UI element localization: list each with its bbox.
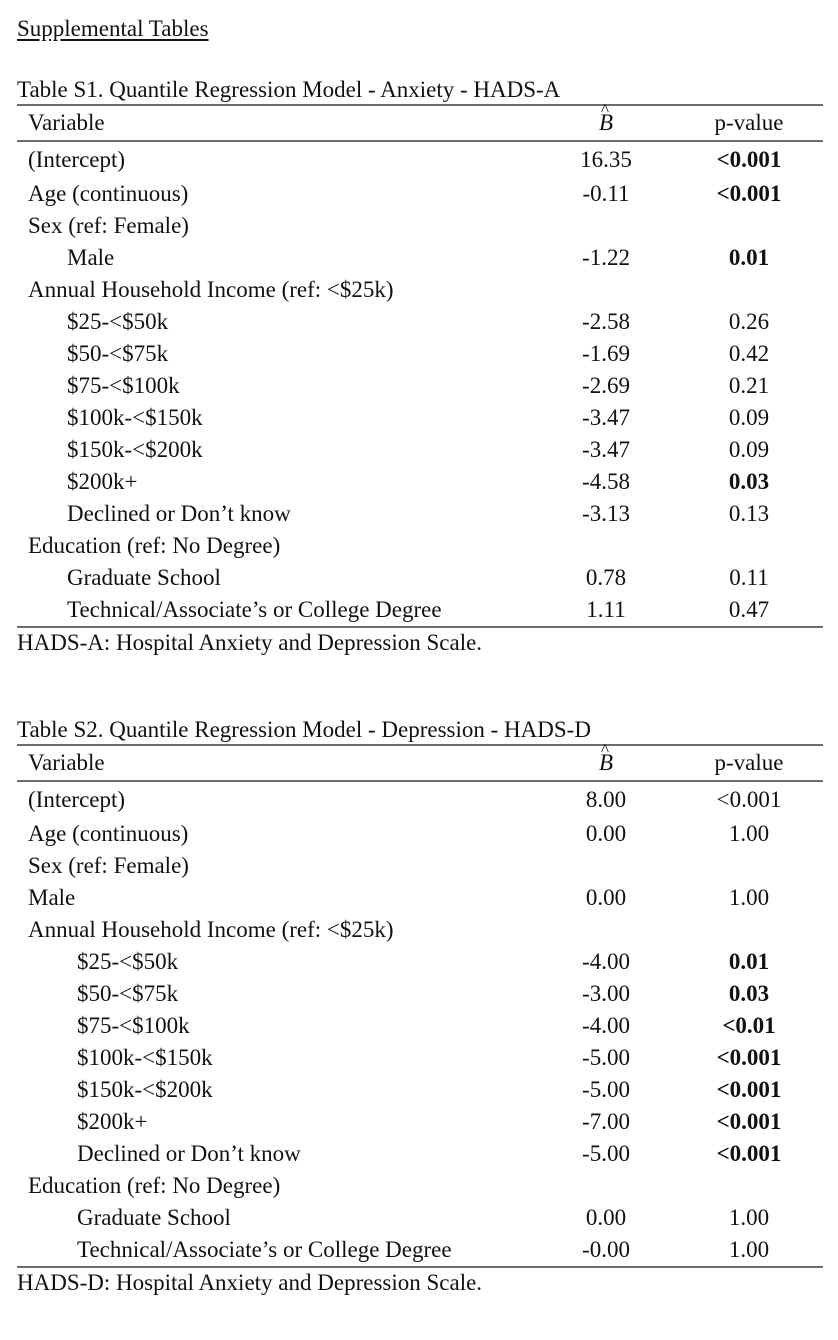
table-row xyxy=(17,1138,823,1170)
table-row xyxy=(17,882,823,914)
table-row xyxy=(17,946,823,978)
pvalue-cell xyxy=(675,914,823,946)
variable-cell: Technical/Associate’s or College Degree xyxy=(77,1237,452,1262)
table-row xyxy=(17,850,823,882)
table-row xyxy=(17,978,823,1010)
pvalue-cell: 0.01 xyxy=(728,245,770,270)
regression-table xyxy=(17,106,823,626)
table-row xyxy=(17,274,823,306)
variable-cell: $75-<$100k xyxy=(77,1013,190,1038)
table-row xyxy=(17,498,823,530)
column-header-beta xyxy=(537,746,675,781)
beta-cell: -3.47 xyxy=(582,405,630,430)
beta-cell: -5.00 xyxy=(582,1141,630,1166)
pvalue-cell: 0.03 xyxy=(728,981,770,1006)
variable-cell: Declined or Don’t know xyxy=(77,1141,301,1166)
table-row xyxy=(17,1170,823,1202)
variable-cell: Education (ref: No Degree) xyxy=(28,533,281,558)
pvalue-cell xyxy=(675,274,823,306)
table-body xyxy=(17,141,823,626)
table-row xyxy=(17,1010,823,1042)
pvalue-cell: 0.11 xyxy=(729,565,769,590)
pvalue-cell: <0.001 xyxy=(716,1141,782,1166)
variable-cell: Annual Household Income (ref: <$25k) xyxy=(28,277,394,302)
variable-cell: Male xyxy=(28,885,76,910)
beta-cell: -4.58 xyxy=(582,469,630,494)
table-row xyxy=(17,781,823,818)
regression-table xyxy=(17,746,823,1266)
pvalue-cell: 1.00 xyxy=(728,885,770,910)
beta-cell: -3.13 xyxy=(582,501,630,526)
beta-cell: -2.69 xyxy=(582,373,630,398)
table-row xyxy=(17,1074,823,1106)
pvalue-cell: 1.00 xyxy=(728,1237,770,1262)
beta-cell: -1.69 xyxy=(582,341,630,366)
pvalue-cell: 0.26 xyxy=(728,309,770,334)
pvalue-cell xyxy=(675,210,823,242)
variable-cell: $200k+ xyxy=(67,469,138,494)
pvalue-cell: <0.001 xyxy=(716,1109,782,1134)
pvalue-cell: 0.42 xyxy=(728,341,770,366)
pvalue-cell xyxy=(675,530,823,562)
pvalue-cell: 0.21 xyxy=(728,373,770,398)
variable-cell: $25-<$50k xyxy=(77,949,179,974)
pvalue-cell: 1.00 xyxy=(728,1205,770,1230)
table-row xyxy=(17,818,823,850)
beta-cell: -4.00 xyxy=(582,1013,630,1038)
beta-cell: -2.58 xyxy=(582,309,630,334)
table-row xyxy=(17,1106,823,1138)
header-row xyxy=(17,106,823,141)
pvalue-cell: 0.47 xyxy=(728,597,770,622)
variable-cell: $75-<$100k xyxy=(67,373,180,398)
beta-cell: -1.22 xyxy=(582,245,630,270)
table-row xyxy=(17,466,823,498)
table-caption: Table S2. Quantile Regression Model - Depression - HADS-D xyxy=(17,717,591,742)
pvalue-cell: 0.03 xyxy=(728,469,770,494)
beta-cell xyxy=(537,530,675,562)
variable-cell: $100k-<$150k xyxy=(77,1045,213,1070)
beta-cell: -7.00 xyxy=(582,1109,630,1134)
table-s2 xyxy=(17,716,823,1298)
table-row xyxy=(17,914,823,946)
beta-cell: 1.11 xyxy=(586,597,626,622)
variable-cell: Male xyxy=(67,245,115,270)
column-header-pvalue: p-value xyxy=(675,746,823,781)
variable-cell: $150k-<$200k xyxy=(77,1077,213,1102)
table-row xyxy=(17,306,823,338)
variable-cell: Graduate School xyxy=(77,1205,231,1230)
variable-cell: $25-<$50k xyxy=(67,309,169,334)
variable-cell: $100k-<$150k xyxy=(67,405,203,430)
table-row xyxy=(17,1202,823,1234)
variable-cell: Declined or Don’t know xyxy=(67,501,291,526)
pvalue-cell: <0.001 xyxy=(716,147,782,172)
beta-cell: -5.00 xyxy=(582,1045,630,1070)
table-row xyxy=(17,594,823,626)
table-row xyxy=(17,370,823,402)
beta-cell xyxy=(537,914,675,946)
variable-cell: (Intercept) xyxy=(28,787,126,812)
table-row xyxy=(17,338,823,370)
column-header-variable: Variable xyxy=(17,106,537,141)
pvalue-cell: 0.09 xyxy=(728,437,770,462)
pvalue-cell: <0.001 xyxy=(716,787,782,812)
beta-cell: 0.00 xyxy=(585,885,627,910)
column-header-variable: Variable xyxy=(17,746,537,781)
variable-cell: Sex (ref: Female) xyxy=(28,213,189,238)
table-body xyxy=(17,781,823,1266)
pvalue-cell: <0.01 xyxy=(722,1013,776,1038)
pvalue-cell: 0.13 xyxy=(728,501,770,526)
table-caption: Table S1. Quantile Regression Model - Anxiety - HADS-A xyxy=(17,77,561,102)
table-row xyxy=(17,530,823,562)
table-row xyxy=(17,402,823,434)
variable-cell: Annual Household Income (ref: <$25k) xyxy=(28,917,394,942)
beta-cell: 0.00 xyxy=(585,821,627,846)
table-row xyxy=(17,141,823,178)
beta-cell: -4.00 xyxy=(582,949,630,974)
pvalue-cell xyxy=(675,1170,823,1202)
pvalue-cell: 1.00 xyxy=(728,821,770,846)
pvalue-cell: <0.001 xyxy=(716,1077,782,1102)
pvalue-cell: 0.01 xyxy=(728,949,770,974)
beta-cell xyxy=(537,210,675,242)
beta-cell: -3.47 xyxy=(582,437,630,462)
table-row xyxy=(17,434,823,466)
variable-cell: $50-<$75k xyxy=(77,981,179,1006)
column-header-beta xyxy=(537,106,675,141)
table-row xyxy=(17,178,823,210)
variable-cell: Age (continuous) xyxy=(28,181,189,206)
beta-cell: -0.11 xyxy=(582,181,630,206)
table-row xyxy=(17,1042,823,1074)
header-row xyxy=(17,746,823,781)
variable-cell: Graduate School xyxy=(67,565,221,590)
variable-cell: $50-<$75k xyxy=(67,341,169,366)
pvalue-cell: 0.09 xyxy=(728,405,770,430)
variable-cell: Technical/Associate’s or College Degree xyxy=(67,597,442,622)
variable-cell: Age (continuous) xyxy=(28,821,189,846)
variable-cell: (Intercept) xyxy=(28,147,126,172)
variable-cell: Sex (ref: Female) xyxy=(28,853,189,878)
variable-cell: $150k-<$200k xyxy=(67,437,203,462)
beta-cell: 0.00 xyxy=(585,1205,627,1230)
table-row xyxy=(17,210,823,242)
pvalue-cell: <0.001 xyxy=(716,181,782,206)
variable-cell: Education (ref: No Degree) xyxy=(28,1173,281,1198)
table-footnote: HADS-A: Hospital Anxiety and Depression Scale. xyxy=(17,630,483,655)
column-header-pvalue: p-value xyxy=(675,106,823,141)
table-row xyxy=(17,242,823,274)
beta-cell xyxy=(537,850,675,882)
pvalue-cell xyxy=(675,850,823,882)
beta-cell: -5.00 xyxy=(582,1077,630,1102)
table-row xyxy=(17,562,823,594)
beta-hat-symbol: ^ B xyxy=(599,746,613,780)
beta-cell: -0.00 xyxy=(582,1237,630,1262)
beta-cell: 0.78 xyxy=(585,565,627,590)
page-heading: Supplemental Tables xyxy=(17,16,209,41)
table-row xyxy=(17,1234,823,1266)
beta-cell: 16.35 xyxy=(580,147,632,172)
pvalue-cell: <0.001 xyxy=(716,1045,782,1070)
beta-cell: 8.00 xyxy=(585,787,627,812)
beta-cell xyxy=(537,1170,675,1202)
beta-hat-symbol: ^ B xyxy=(599,106,613,140)
table-footnote: HADS-D: Hospital Anxiety and Depression Scale. xyxy=(17,1270,483,1295)
beta-cell: -3.00 xyxy=(582,981,630,1006)
table-s1 xyxy=(17,76,823,658)
variable-cell: $200k+ xyxy=(77,1109,148,1134)
beta-cell xyxy=(537,274,675,306)
